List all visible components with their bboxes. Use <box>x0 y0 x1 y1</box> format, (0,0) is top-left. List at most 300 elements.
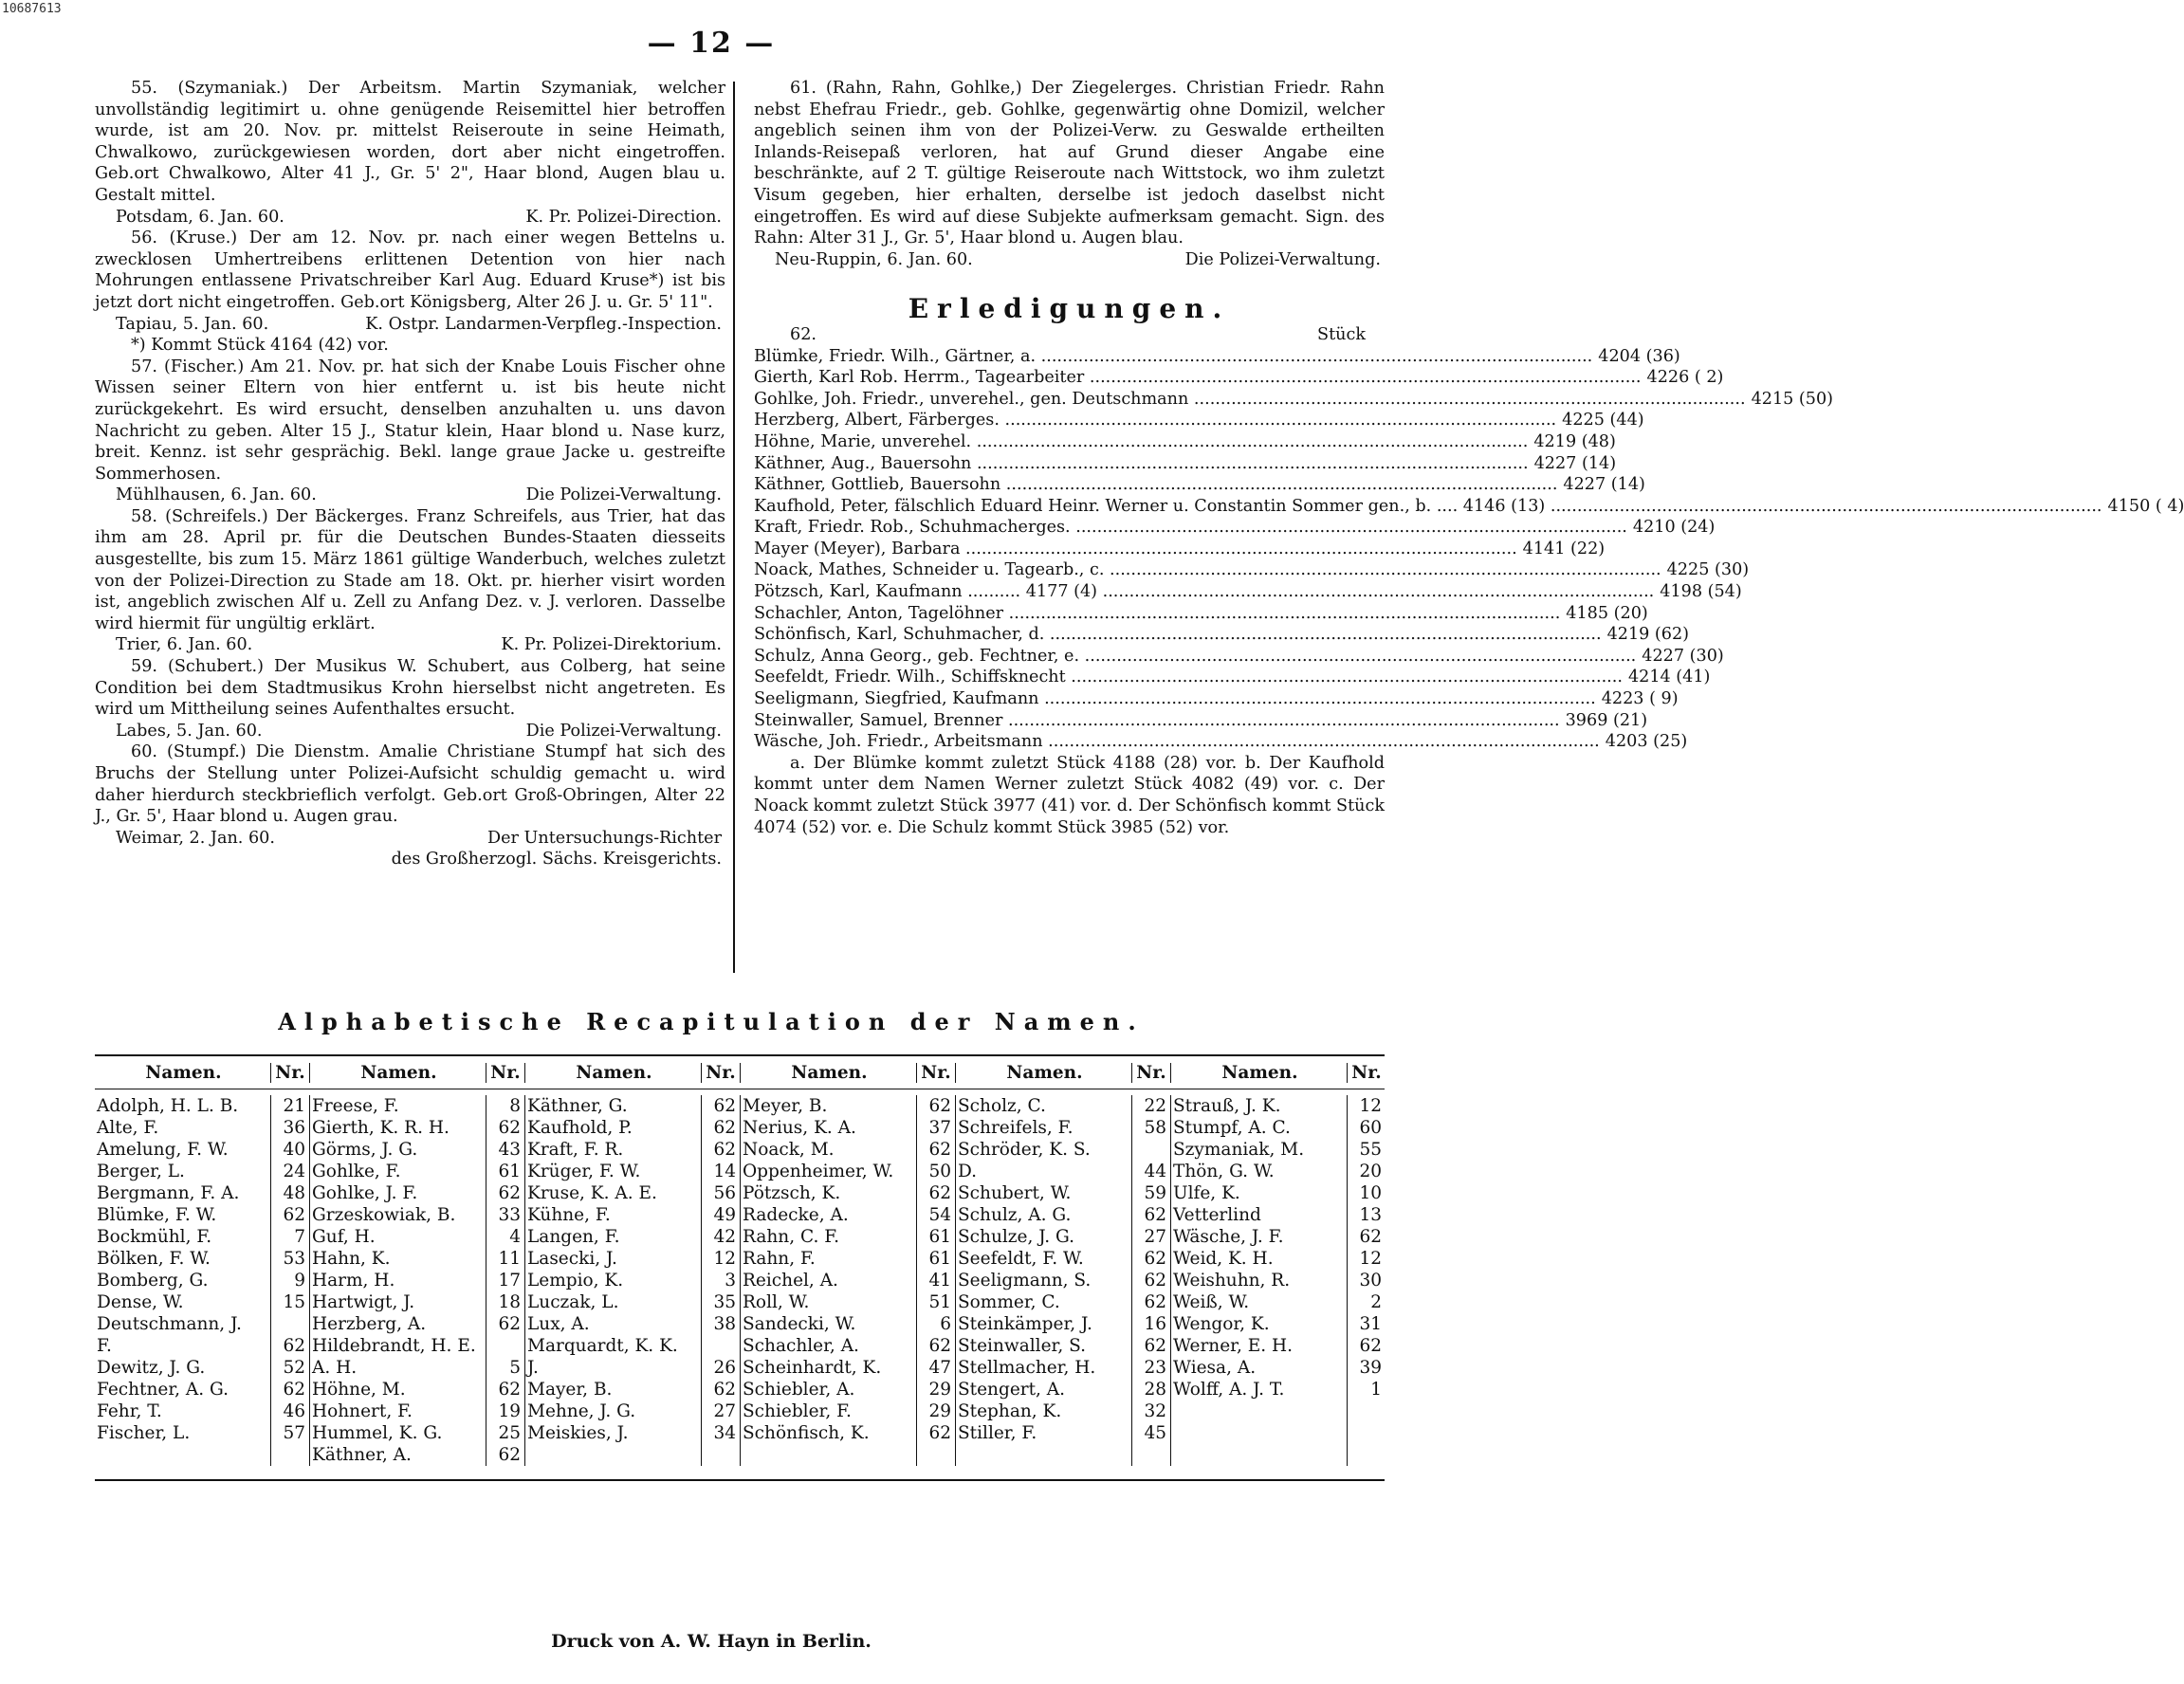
recap-nr: 14 <box>713 1162 736 1181</box>
recap-name: Stengert, A. <box>958 1380 1066 1400</box>
erledigung-ref: 4227 (14) <box>1533 453 1617 473</box>
notice-signature <box>95 314 725 336</box>
erledigung-name: Schulz, Anna Georg., geb. Fechtner, e. ..... <box>754 646 1636 668</box>
erledigung-row <box>754 389 1834 411</box>
erledigung-row <box>754 731 1688 753</box>
recap-name: Lasecki, J. <box>527 1249 617 1269</box>
recap-nr: 62 <box>1359 1227 1382 1247</box>
notice-authority: Die Polizei-Verwaltung. <box>525 721 722 741</box>
recap-nr: 35 <box>713 1292 736 1312</box>
notice-57 <box>95 357 725 506</box>
recap-nr: 18 <box>498 1292 521 1312</box>
recap-name: Krüger, F. W. <box>527 1162 641 1181</box>
recap-name: Steinkämper, J. <box>958 1314 1092 1334</box>
recap-nr: 49 <box>713 1205 736 1225</box>
recap-name: Kaufhold, P. <box>527 1118 633 1138</box>
recap-nr: 45 <box>1144 1423 1166 1443</box>
notice-signature <box>95 721 725 742</box>
recap-name: Langen, F. <box>527 1227 620 1247</box>
recap-nr: 43 <box>498 1140 521 1160</box>
recap-name: Thön, G. W. <box>1173 1162 1275 1181</box>
erledigung-name: Noack, Mathes, Schneider u. Tagearb., c. ..... <box>754 559 1661 581</box>
recap-column <box>310 1095 525 1466</box>
recap-name: Höhne, M. <box>312 1380 406 1400</box>
recap-nr: 62 <box>1144 1205 1166 1225</box>
recap-names-list <box>525 1095 701 1466</box>
erledigung-ref: 4141 (22) <box>1522 539 1606 558</box>
recap-name: Schiebler, F. <box>743 1401 852 1421</box>
recap-names-list <box>95 1095 270 1466</box>
column-divider <box>733 82 735 973</box>
recap-nr: 62 <box>283 1380 305 1400</box>
recap-name: Seeligmann, S. <box>958 1271 1092 1290</box>
erledigung-row <box>754 517 1716 539</box>
recap-nr: 62 <box>1144 1292 1166 1312</box>
recap-name: Roll, W. <box>743 1292 810 1312</box>
recap-name: Kühne, F. <box>527 1205 611 1225</box>
stueck-label: Stück <box>1317 324 1366 344</box>
erledigung-row <box>754 603 1648 625</box>
recap-nr: 40 <box>283 1140 305 1160</box>
erledigung-name: Kraft, Friedr. Rob., Schuhmacherges. ..... <box>754 517 1627 539</box>
recap-nr: 62 <box>1359 1336 1382 1356</box>
recap-names-list <box>956 1095 1131 1466</box>
notice-58 <box>95 506 725 656</box>
recap-name: Noack, M. <box>743 1140 835 1160</box>
recap-table-body <box>95 1089 1385 1479</box>
recap-nr: 53 <box>283 1249 305 1269</box>
recap-nr: 38 <box>713 1314 736 1334</box>
recap-nr: 61 <box>928 1227 951 1247</box>
recap-nr: 26 <box>713 1358 736 1378</box>
recap-nr: 44 <box>1144 1162 1166 1181</box>
recap-nr: 39 <box>1359 1358 1382 1378</box>
recap-nr: 62 <box>928 1183 951 1203</box>
recap-name: Adolph, H. L. B. <box>97 1096 239 1116</box>
recap-name: Wengor, K. <box>1173 1314 1270 1334</box>
recap-name: Alte, F. <box>97 1118 159 1138</box>
erledigungen-notes <box>754 753 1385 838</box>
recap-name: F. <box>97 1336 112 1356</box>
recap-name: Gohlke, J. F. <box>312 1183 418 1203</box>
erledigung-row <box>754 646 1724 668</box>
erledigung-name: Seefeldt, Friedr. Wilh., Schiffsknecht ..... <box>754 667 1623 688</box>
recap-nr: 12 <box>1359 1096 1382 1116</box>
erledigung-ref: 4198 (54) <box>1660 582 1742 602</box>
recap-name: Schönfisch, K. <box>743 1423 870 1443</box>
recap-nr: 11 <box>498 1249 521 1269</box>
recap-nr: 9 <box>294 1271 305 1290</box>
recap-nr: 30 <box>1359 1271 1382 1290</box>
erledigung-ref: 4214 (41) <box>1627 668 1711 687</box>
recap-header-nr: Nr. <box>1131 1063 1171 1083</box>
erledigung-ref: 4150 ( 4) <box>2107 496 2184 516</box>
recap-nr: 62 <box>283 1205 305 1225</box>
recap-name: Szymaniak, M. <box>1173 1140 1305 1160</box>
recap-nr: 62 <box>713 1096 736 1116</box>
notice-55 <box>95 78 725 228</box>
recap-header-nr: Nr. <box>916 1063 956 1083</box>
recap-name: Wiesa, A. <box>1173 1358 1257 1378</box>
recap-nr: 15 <box>283 1292 305 1312</box>
recap-nr: 62 <box>498 1445 521 1465</box>
erledigung-name: Schönfisch, Karl, Schuhmacher, d. ..... <box>754 624 1602 646</box>
recap-nr: 58 <box>1144 1118 1166 1138</box>
recap-nr <box>1132 1139 1170 1161</box>
recap-header-name: Namen. <box>791 1062 868 1083</box>
recap-name: Lempio, K. <box>527 1271 624 1290</box>
recap-header-name: Namen. <box>360 1062 437 1083</box>
recap-header-nr: Nr. <box>1347 1063 1386 1083</box>
notice-56 <box>95 228 725 357</box>
notes-text: a. Der Blümke kommt zuletzt Stück 4188 (28) vor. b. Der Kaufhold kommt unter dem Namen Werner zuletzt Stück 4082 (49) vor. c. Der Noack kommt zuletzt Stück 3977 (41) vor. d. Der Schönfisch kommt Stück 4074 (52) vor. e. Die Schulz kommt Stück 3985 (52) vor. <box>754 753 1385 837</box>
recap-nr: 57 <box>283 1423 305 1443</box>
recap-name: Strauß, J. K. <box>1173 1096 1281 1116</box>
recap-column <box>95 1095 310 1466</box>
recap-name: Hohnert, F. <box>312 1401 413 1421</box>
recap-name: D. <box>958 1162 978 1181</box>
erledigungen-subhead <box>754 324 1385 346</box>
erledigung-name: Pötzsch, Karl, Kaufmann .......... 4177 (4) ..... <box>754 581 1654 603</box>
recap-name: Guf, H. <box>312 1227 376 1247</box>
recap-name: Harm, H. <box>312 1271 395 1290</box>
recap-name: Sandecki, W. <box>743 1314 856 1334</box>
erledigung-row <box>754 474 1645 496</box>
erledigung-row <box>754 453 1617 475</box>
erledigung-ref: 4227 (14) <box>1563 475 1645 495</box>
erledigung-ref: 3969 (21) <box>1565 710 1648 730</box>
erledigung-row <box>754 410 1644 431</box>
recap-name: Schubert, W. <box>958 1183 1072 1203</box>
notice-signature <box>95 207 725 229</box>
notice-signature <box>95 828 725 850</box>
recap-name: Bergmann, F. A. <box>97 1183 240 1203</box>
erledigung-ref: 4204 (36) <box>1598 346 1680 366</box>
recap-names-list <box>310 1095 486 1466</box>
recap-name: Bomberg, G. <box>97 1271 209 1290</box>
erledigung-name: Herzberg, Albert, Färberges. ..... <box>754 410 1556 431</box>
recap-nr: 4 <box>509 1227 521 1247</box>
recap-nr: 59 <box>1144 1183 1166 1203</box>
recap-names-list <box>1171 1095 1347 1466</box>
recap-nr: 5 <box>509 1358 521 1378</box>
erledigung-ref: 4185 (20) <box>1566 603 1648 623</box>
recap-name: Stephan, K. <box>958 1401 1062 1421</box>
erledigung-ref: 4219 (62) <box>1606 625 1690 645</box>
recap-nr: 33 <box>498 1205 521 1225</box>
erledigung-name: Gierth, Karl Rob. Herrm., Tagearbeiter ..... <box>754 367 1642 389</box>
recap-name: Vetterlind <box>1173 1205 1261 1225</box>
recap-nrs-list <box>916 1095 956 1466</box>
recap-nr: 32 <box>1144 1401 1166 1421</box>
erledigung-name: Kaufhold, Peter, fälschlich Eduard Heinr. Werner u. Constantin Sommer gen., b. .... 4146 (13) ..... <box>754 496 2102 518</box>
recap-name: Rahn, C. F. <box>743 1227 840 1247</box>
printer-imprint: Druck von A. W. Hayn in Berlin. <box>551 1631 872 1652</box>
recap-name: Schulz, A. G. <box>958 1205 1072 1225</box>
erledigung-name: Höhne, Marie, unverehel. ..... <box>754 431 1528 453</box>
recap-nr: 56 <box>713 1183 736 1203</box>
erledigung-row <box>754 346 1680 368</box>
notice-authority-line2 <box>95 849 725 870</box>
recap-nr: 36 <box>283 1118 305 1138</box>
recap-name: Fehr, T. <box>97 1401 162 1421</box>
recap-name: Dewitz, J. G. <box>97 1358 206 1378</box>
erledigung-ref: 4227 (30) <box>1642 646 1724 666</box>
notice-authority-2: des Großherzogl. Sächs. Kreisgerichts. <box>391 850 722 869</box>
recap-name: Herzberg, A. <box>312 1314 427 1334</box>
recap-nrs-list <box>1131 1095 1171 1466</box>
recap-nr: 22 <box>1144 1096 1166 1116</box>
recap-nr: 28 <box>1144 1380 1166 1400</box>
notice-signature <box>754 249 1385 271</box>
notice-61 <box>754 78 1385 270</box>
recap-name: Gierth, K. R. H. <box>312 1118 450 1138</box>
recap-nr: 62 <box>713 1140 736 1160</box>
notice-text: 61. (Rahn, Rahn, Gohlke,) Der Ziegelerges. Christian Friedr. Rahn nebst Ehefrau Friedr., geb. Gohlke, gegenwärtig ohne Domizil, welcher angeblich seinen ihm von der Polizei-Verw. zu Geswalde ertheilten Inlands-Reisepaß verloren, hat auf Grund dieser Angabe eine beschränkte, auf 2 T. gültige Reiseroute nach Wittstock, wo ihm zuletzt Visum gegeben, hier erhalten, derselbe ist jedoch daselbst nicht eingetroffen. Es wird auf diese Subjekte aufmerksam gemacht. Sign. des Rahn: Alter 31 J., Gr. 5', Haar blond u. Augen blau. <box>754 79 1385 248</box>
recap-name: Stellmacher, H. <box>958 1358 1096 1378</box>
recap-nr: 61 <box>928 1249 951 1269</box>
recap-nr: 47 <box>928 1358 951 1378</box>
recap-nr: 27 <box>1144 1227 1166 1247</box>
recap-name: Schreifels, F. <box>958 1118 1074 1138</box>
recap-nr: 62 <box>928 1423 951 1443</box>
recap-name: Weishuhn, R. <box>1173 1271 1291 1290</box>
recap-nr: 62 <box>928 1140 951 1160</box>
recap-name: Hildebrandt, H. E. <box>312 1336 476 1356</box>
recap-nr: 46 <box>283 1401 305 1421</box>
recap-name: Käthner, G. <box>527 1096 628 1116</box>
recap-name: Hummel, K. G. <box>312 1423 443 1443</box>
recap-nr: 31 <box>1359 1314 1382 1334</box>
erledigung-name: Blümke, Friedr. Wilh., Gärtner, a. ..... <box>754 346 1592 368</box>
recap-nr: 62 <box>928 1096 951 1116</box>
erledigung-ref: 4210 (24) <box>1632 518 1716 538</box>
notice-text: 58. (Schreifels.) Der Bäckerges. Franz Schreifels, aus Trier, hat das ihm am 28. April pr. für die Deutschen Bundes-Staaten diesseits ausgestellte, bis zum 15. März 1861 gültige Wanderbuch, welches zuletzt von der Polizei-Direction zu Stade am 18. Okt. pr. hierher visirt worden ist, angeblich zwischen Alf u. Zell zu Anfang Dez. v. J. verloren. Dasselbe wird hiermit für ungültig erklärt. <box>95 506 725 633</box>
erledigung-name: Seeligmann, Siegfried, Kaufmann ..... <box>754 688 1596 710</box>
erledigungen-list <box>754 346 2184 753</box>
recap-nr: 1 <box>1370 1380 1382 1400</box>
recap-nr: 19 <box>498 1401 521 1421</box>
recap-name: Amelung, F. W. <box>97 1140 229 1160</box>
notice-text: 57. (Fischer.) Am 21. Nov. pr. hat sich der Knabe Louis Fischer ohne Wissen seiner Eltern von hier entfernt u. ist bis heute nicht zurückgekehrt. Es wird ersucht, denselben anzuhalten u. uns davon Nachricht zu geben. Alter 15 J., Statur klein, Haar blond u. Nase kurz, breit. Kennz. ist sehr gesprächig. Bekl. lange graue Jacke u. gestreifte Sommerhosen. <box>95 357 725 484</box>
erledigung-row <box>754 667 1711 688</box>
recap-column <box>1171 1095 1386 1466</box>
recap-name: Weid, K. H. <box>1173 1249 1274 1269</box>
recap-nr: 17 <box>498 1271 521 1290</box>
recap-nr: 62 <box>1144 1249 1166 1269</box>
notice-signature <box>95 634 725 656</box>
recap-column <box>741 1095 956 1466</box>
recap-nr: 62 <box>928 1336 951 1356</box>
recap-name: Marquardt, K. K. <box>527 1336 678 1356</box>
recap-nr: 29 <box>928 1380 951 1400</box>
recap-name: Stiller, F. <box>958 1423 1037 1443</box>
erledigung-ref: 4219 (48) <box>1533 431 1616 451</box>
recap-nr: 6 <box>940 1314 951 1334</box>
recap-nr: 37 <box>928 1118 951 1138</box>
notice-text: 55. (Szymaniak.) Der Arbeitsm. Martin Szymaniak, welcher unvollständig legitimirt u. ohne genügende Reisemittel hier betroffen wurde, ist am 20. Nov. pr. mittelst Reiseroute in seine Heimath, Chwalkowo, zurückgewiesen worden, dort aber nicht eingetroffen. Geb.ort Chwalkowo, Alter 41 J., Gr. 5' 2", Haar blond, Augen blau u. Gestalt mittel. <box>95 79 725 205</box>
recap-column <box>956 1095 1171 1466</box>
recap-name: Luczak, L. <box>527 1292 619 1312</box>
recap-nr <box>271 1313 309 1335</box>
erledigung-name: Mayer (Meyer), Barbara ..... <box>754 539 1517 560</box>
recap-nr: 23 <box>1144 1358 1166 1378</box>
recap-nr: 62 <box>498 1118 521 1138</box>
recap-name: Dense, W. <box>97 1292 184 1312</box>
left-column <box>95 78 725 870</box>
notice-text: 59. (Schubert.) Der Musikus W. Schubert, aus Colberg, hat seine Condition bei dem Stadtmusikus Krohn hierselbst nicht angetreten. Es wird um Mittheilung seines Aufenthaltes ersucht. <box>95 657 725 720</box>
recap-nr <box>702 1335 740 1357</box>
recap-nr: 21 <box>283 1096 305 1116</box>
recap-name: Berger, L. <box>97 1162 185 1181</box>
erledigung-ref: 4225 (44) <box>1562 411 1644 430</box>
recap-name: Bockmühl, F. <box>97 1227 212 1247</box>
erledigung-ref: 4225 (30) <box>1666 560 1750 580</box>
recap-nr: 62 <box>498 1314 521 1334</box>
recap-nr: 50 <box>928 1162 951 1181</box>
erledigung-row <box>754 624 1690 646</box>
recap-nrs-list <box>486 1095 525 1466</box>
recap-nr: 2 <box>1370 1292 1382 1312</box>
notice-place: Neu-Ruppin, 6. Jan. 60. <box>775 249 973 269</box>
recap-nr <box>486 1335 524 1357</box>
notice-place: Weimar, 2. Jan. 60. <box>116 828 275 848</box>
recap-name: Scheinhardt, K. <box>743 1358 882 1378</box>
recap-header-name: Namen. <box>576 1062 652 1083</box>
erledigung-ref: 4203 (25) <box>1605 732 1688 752</box>
recap-name: Nerius, K. A. <box>743 1118 856 1138</box>
recap-name: Freese, F. <box>312 1096 399 1116</box>
recap-nr: 52 <box>283 1358 305 1378</box>
recap-name: Weiß, W. <box>1173 1292 1250 1312</box>
recap-nr: 62 <box>713 1380 736 1400</box>
recap-nr: 60 <box>1359 1118 1382 1138</box>
recap-name: Hahn, K. <box>312 1249 391 1269</box>
recap-nr: 41 <box>928 1271 951 1290</box>
document-id: 10687613 <box>2 2 62 16</box>
recap-name: Scholz, C. <box>958 1096 1046 1116</box>
recap-name: A. H. <box>312 1358 358 1378</box>
recap-name: Schulze, J. G. <box>958 1227 1074 1247</box>
notice-place: Labes, 5. Jan. 60. <box>116 721 263 741</box>
notice-place: Potsdam, 6. Jan. 60. <box>116 207 284 227</box>
recap-nr: 62 <box>713 1118 736 1138</box>
recap-name: Fechtner, A. G. <box>97 1380 229 1400</box>
notice-text: 60. (Stumpf.) Die Dienstm. Amalie Christiane Stumpf hat sich des Bruchs der Stellung unter Polizei-Aufsicht schuldig gemacht u. wird daher hierdurch steckbrieflich verfolgt. Geb.ort Groß-Obringen, Alter 22 J., Gr. 5', Haar blond u. Augen grau. <box>95 742 725 827</box>
erledigung-name: Gohlke, Joh. Friedr., unverehel., gen. Deutschmann ..... <box>754 389 1746 411</box>
recap-name: J. <box>527 1358 539 1378</box>
recap-name: Deutschmann, J. <box>97 1314 242 1334</box>
recap-name: Reichel, A. <box>743 1271 838 1290</box>
recap-nr: 62 <box>1144 1271 1166 1290</box>
recap-name: Schachler, A. <box>743 1336 859 1356</box>
notice-authority: K. Pr. Polizei-Direktorium. <box>501 635 722 655</box>
notice-footnote: *) Kommt Stück 4164 (42) vor. <box>131 336 389 356</box>
notice-place: Trier, 6. Jan. 60. <box>116 635 253 655</box>
erledigung-row <box>754 559 1750 581</box>
erledigung-name: Steinwaller, Samuel, Brenner ..... <box>754 710 1560 732</box>
recap-header-name: Namen. <box>145 1062 222 1083</box>
recap-name: Schiebler, A. <box>743 1380 855 1400</box>
recap-name: Hartwigt, J. <box>312 1292 415 1312</box>
recap-name: Lux, A. <box>527 1314 590 1334</box>
notice-authority: Die Polizei-Verwaltung. <box>1184 249 1381 269</box>
recap-nr: 29 <box>928 1401 951 1421</box>
erledigungen-heading: Erledigungen. <box>908 293 1231 325</box>
recap-nr: 55 <box>1359 1140 1382 1160</box>
recap-header-nr: Nr. <box>270 1063 310 1083</box>
recap-nr: 16 <box>1144 1314 1166 1334</box>
erledigung-name: Schachler, Anton, Tagelöhner ..... <box>754 603 1560 625</box>
recap-name: Mehne, J. G. <box>527 1401 636 1421</box>
recap-name: Ulfe, K. <box>1173 1183 1240 1203</box>
recap-name: Meiskies, J. <box>527 1423 629 1443</box>
recap-nr: 12 <box>1359 1249 1382 1269</box>
notice-place: Mühlhausen, 6. Jan. 60. <box>116 485 317 505</box>
recap-name: Fischer, L. <box>97 1423 191 1443</box>
notice-text: 56. (Kruse.) Der am 12. Nov. pr. nach einer wegen Bettelns u. zwecklosen Umhertreibens erlittenen Detention von hier nach Mohrungen entlassene Privatschreiber Karl Aug. Eduard Kruse*) ist bis jetzt dort nicht eingetroffen. Geb.ort Königsberg, Alter 26 J. u. Gr. 5' 11". <box>95 229 725 312</box>
recap-nr: 27 <box>713 1401 736 1421</box>
recap-name: Pötzsch, K. <box>743 1183 841 1203</box>
recap-nr: 54 <box>928 1205 951 1225</box>
recap-nr: 20 <box>1359 1162 1382 1181</box>
recap-nr: 8 <box>509 1096 521 1116</box>
notice-60 <box>95 741 725 870</box>
notice-59 <box>95 656 725 741</box>
recap-title: Alphabetische Recapitulation der Namen. <box>278 1008 1145 1035</box>
recap-header-group <box>95 1063 310 1083</box>
recap-name: Kraft, F. R. <box>527 1140 624 1160</box>
recap-header-nr: Nr. <box>486 1063 525 1083</box>
recap-header-group <box>310 1063 525 1083</box>
erledigung-row <box>754 367 1724 389</box>
recap-nr: 61 <box>498 1162 521 1181</box>
recap-header-name: Namen. <box>1221 1062 1298 1083</box>
recap-name: Rahn, F. <box>743 1249 816 1269</box>
recap-nr: 62 <box>1144 1336 1166 1356</box>
recap-name: Blümke, F. W. <box>97 1205 217 1225</box>
recap-name: Wolff, A. J. T. <box>1173 1380 1285 1400</box>
right-column <box>754 78 2184 838</box>
recap-name: Radecke, A. <box>743 1205 849 1225</box>
recap-nrs-list <box>1347 1095 1386 1466</box>
recap-nr: 62 <box>498 1380 521 1400</box>
recap-name: Meyer, B. <box>743 1096 828 1116</box>
recap-name: Stumpf, A. C. <box>1173 1118 1291 1138</box>
recap-name: Grzeskowiak, B. <box>312 1205 456 1225</box>
recap-header-group <box>956 1063 1171 1083</box>
recap-name: Bölken, F. W. <box>97 1249 211 1269</box>
recap-nr: 51 <box>928 1292 951 1312</box>
recap-column <box>525 1095 741 1466</box>
recap-nrs-list <box>701 1095 741 1466</box>
erledigung-ref: 4215 (50) <box>1751 389 1834 409</box>
recap-nr: 42 <box>713 1227 736 1247</box>
notice-authority: Die Polizei-Verwaltung. <box>525 485 722 505</box>
recap-name: Gohlke, F. <box>312 1162 401 1181</box>
erledigung-ref: 4223 ( 9) <box>1601 689 1679 709</box>
recap-name: Käthner, A. <box>312 1445 412 1465</box>
recap-nrs-list <box>270 1095 310 1466</box>
recap-header-group <box>741 1063 956 1083</box>
recap-nr: 24 <box>283 1162 305 1181</box>
recap-table <box>95 1054 1385 1481</box>
recap-nr: 7 <box>294 1227 305 1247</box>
recap-name: Werner, E. H. <box>1173 1336 1294 1356</box>
recap-name: Oppenheimer, W. <box>743 1162 894 1181</box>
notice-authority: K. Ostpr. Landarmen-Verpfleg.-Inspection. <box>365 314 722 334</box>
recap-names-list <box>741 1095 916 1466</box>
